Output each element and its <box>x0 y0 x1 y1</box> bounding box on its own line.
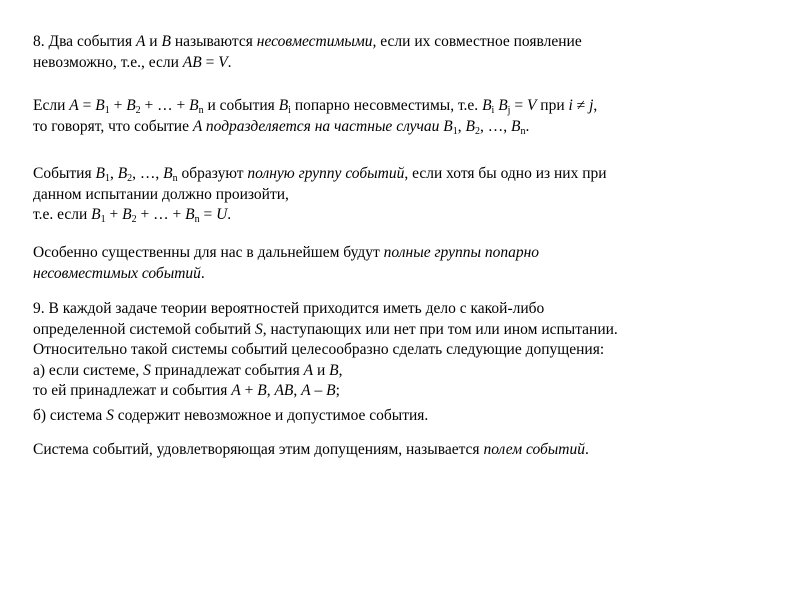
paragraph-system-contains <box>33 406 773 427</box>
subscript: j <box>507 105 511 116</box>
text-line <box>33 440 773 461</box>
math-symbol: A <box>69 97 79 114</box>
paragraph-particular-cases <box>33 96 773 137</box>
math-symbol: AB <box>274 382 294 399</box>
subscript: i <box>491 105 495 116</box>
term-emphasis: полную группу событий <box>247 165 405 182</box>
text-line <box>33 53 773 74</box>
text-run: определенной системой событий <box>33 320 255 338</box>
subscript: 2 <box>131 214 137 225</box>
term-emphasis: полем событий <box>483 441 585 458</box>
text-run: = <box>78 97 96 114</box>
text-run: образуют <box>177 165 248 182</box>
math-symbol: S <box>143 361 151 379</box>
text-run: то ей принадлежат и события <box>33 382 232 399</box>
text-run: Особенно существенны для нас в дальнейшем будут <box>33 244 384 261</box>
math-symbol: B <box>443 117 453 135</box>
text-line <box>33 243 773 264</box>
text-line <box>33 185 773 206</box>
math-symbol: B <box>91 206 101 223</box>
text-run: + … + <box>140 97 190 114</box>
subscript: n <box>198 105 204 116</box>
math-symbol: B <box>482 97 492 114</box>
text-run: , <box>338 361 343 379</box>
text-run: содержит невозможное и допустимое события. <box>113 407 429 424</box>
text-run: . <box>227 206 232 223</box>
text-line <box>33 32 773 53</box>
text-run: , <box>457 117 466 135</box>
text-line <box>33 117 773 138</box>
math-symbol: j <box>589 97 594 114</box>
text-line <box>33 406 773 427</box>
math-symbol: V <box>526 97 537 114</box>
math-symbol: A <box>135 33 146 50</box>
subscript: n <box>520 125 526 137</box>
text-run: , …, <box>479 117 511 135</box>
text-line <box>33 361 773 382</box>
math-symbol: S <box>254 320 263 338</box>
math-symbol: A <box>303 361 314 379</box>
text-run: данном испытании должно произойти, <box>33 185 289 203</box>
paragraph-complete-group <box>33 164 773 226</box>
math-symbol: i <box>568 97 573 114</box>
text-run: б) система <box>33 407 107 424</box>
math-symbol: B <box>465 117 475 135</box>
math-symbol: U <box>216 206 228 223</box>
text-run: Относительно такой системы событий целесообразно сделать следующие допущения: <box>33 341 605 358</box>
text-run: называются <box>170 33 257 50</box>
text-run: т.е. если <box>33 206 92 223</box>
text-run: = <box>510 97 527 114</box>
term-emphasis: несовместимых событий <box>33 264 201 282</box>
text-run: а) если системе, <box>33 361 144 379</box>
math-symbol: B <box>95 165 105 182</box>
math-symbol: B <box>326 382 336 399</box>
subscript: 1 <box>104 105 110 116</box>
math-symbol: V <box>218 53 228 71</box>
text-run: Если <box>33 97 70 114</box>
text-run: – <box>310 382 327 399</box>
subscript: 2 <box>135 105 141 116</box>
text-run: . <box>200 264 205 282</box>
text-run: , если хотя бы одно из них при <box>404 165 607 182</box>
text-run: при <box>536 97 569 114</box>
text-run: , <box>109 165 118 182</box>
text-run: . <box>525 117 530 135</box>
paragraph-event-system <box>33 299 773 402</box>
subscript: i <box>288 105 291 116</box>
math-symbol: B <box>122 206 132 223</box>
text-line <box>33 264 773 285</box>
text-run: невозможно, т.е., если <box>33 53 183 71</box>
subscript: n <box>172 173 178 184</box>
math-symbol: B <box>126 97 136 114</box>
math-symbol: A <box>231 382 241 399</box>
subscript: 2 <box>474 125 480 137</box>
text-run: принадлежат события <box>150 361 304 379</box>
math-symbol: S <box>106 407 114 424</box>
math-symbol: A <box>301 382 311 399</box>
text-line <box>33 381 773 402</box>
text-run: , наступающих или нет при том или ином испытании. <box>262 320 618 338</box>
math-symbol: B <box>117 165 128 182</box>
text-run: Система событий, удовлетворяющая этим допущениям, называется <box>33 441 484 458</box>
term-emphasis: несовместимыми, <box>256 33 377 50</box>
math-symbol: B <box>189 97 199 114</box>
text-run: попарно несовместимы, т.е. <box>290 97 483 114</box>
math-symbol: AB <box>182 53 202 71</box>
math-symbol: B <box>278 97 289 114</box>
text-run: События <box>33 165 96 182</box>
text-run: , …, <box>132 165 164 182</box>
text-run: и <box>313 361 330 379</box>
text-run: , <box>593 97 598 114</box>
subscript: n <box>194 214 200 225</box>
subscript: 1 <box>100 214 106 225</box>
math-symbol: B <box>329 361 339 379</box>
text-run: 8. Два события <box>33 33 136 50</box>
term-emphasis: A подразделяется на частные случаи <box>192 117 444 135</box>
not-equal-sign: ≠ <box>572 97 590 114</box>
text-run: , <box>293 382 302 399</box>
math-symbol: B <box>95 97 105 114</box>
text-run: , <box>266 382 275 399</box>
text-line <box>33 320 773 341</box>
text-run: если их совместное появление <box>376 33 582 50</box>
text-line <box>33 299 773 320</box>
subscript: 1 <box>452 125 458 137</box>
text-run: то говорят, что событие <box>33 117 193 135</box>
subscript: 2 <box>127 173 133 184</box>
math-symbol: B <box>161 33 171 50</box>
text-run: + … + <box>136 206 186 223</box>
text-line <box>33 96 773 117</box>
paragraph-field-of-events <box>33 440 773 461</box>
text-run: . <box>584 441 589 458</box>
math-symbol: B <box>257 382 267 399</box>
text-run: = <box>201 53 219 71</box>
math-symbol: B <box>498 97 508 114</box>
text-run: . <box>227 53 232 71</box>
math-symbol: B <box>163 165 173 182</box>
text-run: = <box>199 206 217 223</box>
text-run: + <box>105 206 123 223</box>
term-emphasis: полные группы попарно <box>383 244 540 261</box>
text-run: и <box>145 33 162 50</box>
text-line <box>33 164 773 185</box>
paragraph-pairwise-groups <box>33 243 773 284</box>
text-run: + <box>240 382 258 399</box>
math-symbol: B <box>510 117 521 135</box>
subscript: 1 <box>104 173 110 184</box>
text-line <box>33 205 773 226</box>
text-run: 9. В каждой задаче теории вероятностей приходится иметь дело с какой-либо <box>33 300 545 317</box>
text-run: + <box>109 97 127 114</box>
text-line <box>33 340 773 361</box>
paragraph-incompatible-events <box>33 32 773 73</box>
text-run: ; <box>335 382 340 399</box>
math-symbol: B <box>185 206 195 223</box>
text-run: и события <box>203 97 279 114</box>
